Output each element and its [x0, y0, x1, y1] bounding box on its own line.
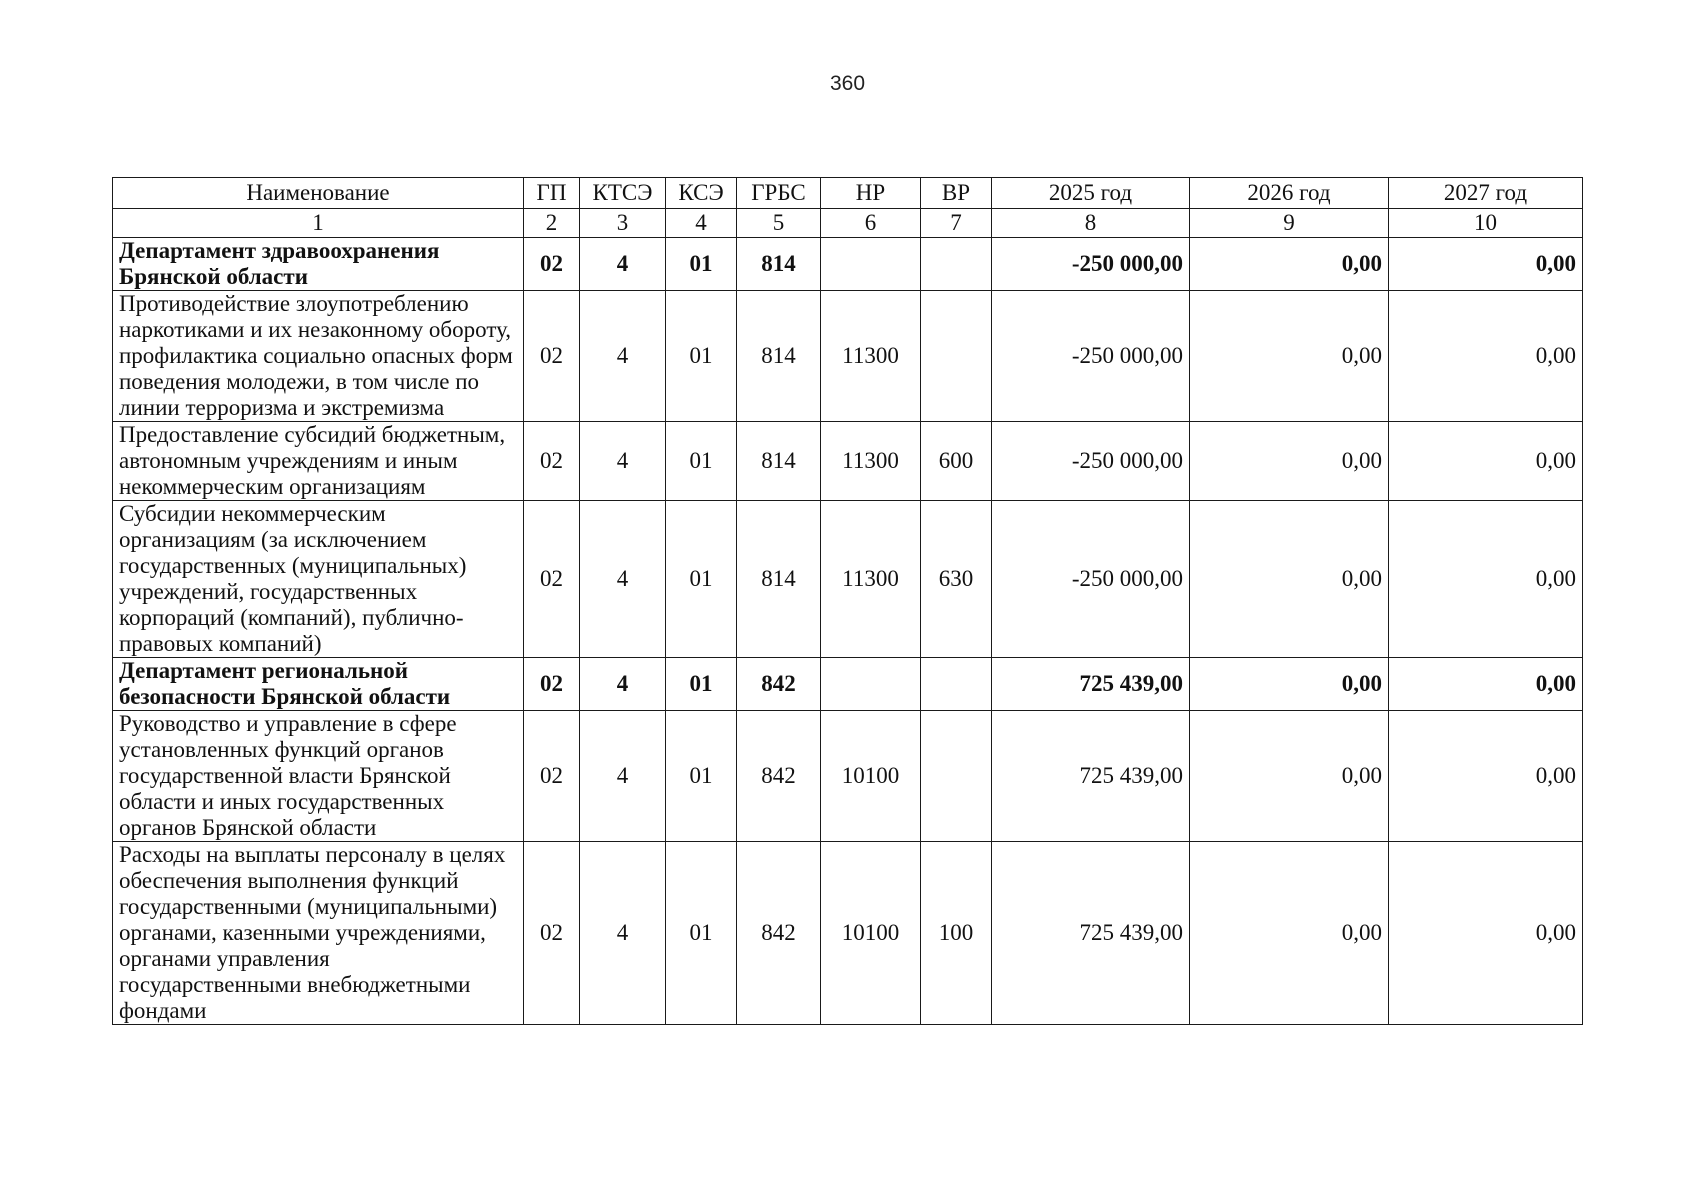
table-row — [113, 842, 1583, 1025]
grbs-cell: 814 — [737, 501, 821, 658]
gp-cell: 02 — [524, 291, 580, 422]
row-name: Предоставление субсидий бюджетным, автономным учреждениям и иным некоммерческим организациям — [113, 422, 524, 501]
kse-cell: 01 — [666, 501, 737, 658]
amount-2026-cell: 0,00 — [1190, 842, 1389, 1025]
ktse-cell: 4 — [580, 711, 666, 842]
nr-cell: 10100 — [821, 842, 921, 1025]
vr-cell — [921, 238, 992, 291]
gp-cell: 02 — [524, 658, 580, 711]
vr-cell — [921, 291, 992, 422]
amount-2027-cell: 0,00 — [1389, 422, 1583, 501]
gp-cell: 02 — [524, 842, 580, 1025]
amount-2027-cell: 0,00 — [1389, 711, 1583, 842]
nr-cell: 10100 — [821, 711, 921, 842]
gp-cell: 02 — [524, 422, 580, 501]
header-cell: ГП — [524, 178, 580, 209]
header-cell: 2025 год — [992, 178, 1190, 209]
grbs-cell: 842 — [737, 842, 821, 1025]
amount-2027-cell: 0,00 — [1389, 842, 1583, 1025]
column-number-cell: 2 — [524, 209, 580, 238]
ktse-cell: 4 — [580, 658, 666, 711]
column-number-cell: 3 — [580, 209, 666, 238]
amount-2027-cell: 0,00 — [1389, 238, 1583, 291]
amount-2025-cell: 725 439,00 — [992, 842, 1190, 1025]
kse-cell: 01 — [666, 711, 737, 842]
column-number-cell: 6 — [821, 209, 921, 238]
table-row — [113, 422, 1583, 501]
gp-cell: 02 — [524, 501, 580, 658]
vr-cell: 600 — [921, 422, 992, 501]
amount-2026-cell: 0,00 — [1190, 711, 1389, 842]
grbs-cell: 842 — [737, 658, 821, 711]
row-name: Руководство и управление в сфере установленных функций органов государственной власти Брянской области и иных государственных органов Брянской области — [113, 711, 524, 842]
amount-2027-cell: 0,00 — [1389, 658, 1583, 711]
vr-cell: 100 — [921, 842, 992, 1025]
grbs-cell: 814 — [737, 422, 821, 501]
gp-cell: 02 — [524, 711, 580, 842]
column-number-cell: 9 — [1190, 209, 1389, 238]
amount-2027-cell: 0,00 — [1389, 501, 1583, 658]
kse-cell: 01 — [666, 291, 737, 422]
amount-2025-cell: -250 000,00 — [992, 238, 1190, 291]
table-row — [113, 711, 1583, 842]
grbs-cell: 814 — [737, 238, 821, 291]
table-row — [113, 291, 1583, 422]
header-cell: 2027 год — [1389, 178, 1583, 209]
ktse-cell: 4 — [580, 422, 666, 501]
amount-2026-cell: 0,00 — [1190, 658, 1389, 711]
row-name: Департамент региональной безопасности Брянской области — [113, 658, 524, 711]
ktse-cell: 4 — [580, 291, 666, 422]
nr-cell: 11300 — [821, 291, 921, 422]
table-row — [113, 501, 1583, 658]
amount-2025-cell: -250 000,00 — [992, 501, 1190, 658]
nr-cell: 11300 — [821, 501, 921, 658]
grbs-cell: 814 — [737, 291, 821, 422]
amount-2026-cell: 0,00 — [1190, 422, 1389, 501]
header-cell: 2026 год — [1190, 178, 1389, 209]
table-row — [113, 238, 1583, 291]
amount-2025-cell: 725 439,00 — [992, 658, 1190, 711]
amount-2025-cell: 725 439,00 — [992, 711, 1190, 842]
budget-table — [112, 177, 1583, 1025]
column-number-cell: 10 — [1389, 209, 1583, 238]
nr-cell: 11300 — [821, 422, 921, 501]
gp-cell: 02 — [524, 238, 580, 291]
row-name: Департамент здравоохранения Брянской области — [113, 238, 524, 291]
header-cell: Наименование — [113, 178, 524, 209]
header-cell: ВР — [921, 178, 992, 209]
column-number-cell: 4 — [666, 209, 737, 238]
kse-cell: 01 — [666, 238, 737, 291]
amount-2026-cell: 0,00 — [1190, 291, 1389, 422]
amount-2027-cell: 0,00 — [1389, 291, 1583, 422]
grbs-cell: 842 — [737, 711, 821, 842]
amount-2026-cell: 0,00 — [1190, 501, 1389, 658]
vr-cell — [921, 711, 992, 842]
kse-cell: 01 — [666, 658, 737, 711]
row-name: Субсидии некоммерческим организациям (за исключением государственных (муниципальных) учреждений, государственных корпораций (компаний), публично-правовых компаний) — [113, 501, 524, 658]
header-cell: КСЭ — [666, 178, 737, 209]
page-number: 360 — [829, 72, 866, 95]
header-cell: НР — [821, 178, 921, 209]
column-number-cell: 5 — [737, 209, 821, 238]
row-name: Расходы на выплаты персоналу в целях обеспечения выполнения функций государственными (муниципальными) органами, казенными учреждениями, органами управления государственными внебюджетными фондами — [113, 842, 524, 1025]
ktse-cell: 4 — [580, 842, 666, 1025]
table-header — [113, 178, 1583, 238]
table-row — [113, 658, 1583, 711]
column-number-cell: 7 — [921, 209, 992, 238]
kse-cell: 01 — [666, 842, 737, 1025]
header-cell: ГРБС — [737, 178, 821, 209]
amount-2025-cell: -250 000,00 — [992, 291, 1190, 422]
amount-2026-cell: 0,00 — [1190, 238, 1389, 291]
kse-cell: 01 — [666, 422, 737, 501]
vr-cell — [921, 658, 992, 711]
ktse-cell: 4 — [580, 238, 666, 291]
nr-cell — [821, 238, 921, 291]
row-name: Противодействие злоупотреблению наркотиками и их незаконному обороту, профилактика социально опасных форм поведения молодежи, в том числе по линии терроризма и экстремизма — [113, 291, 524, 422]
header-cell: КТСЭ — [580, 178, 666, 209]
ktse-cell: 4 — [580, 501, 666, 658]
amount-2025-cell: -250 000,00 — [992, 422, 1190, 501]
column-number-cell: 1 — [113, 209, 524, 238]
column-number-cell: 8 — [992, 209, 1190, 238]
vr-cell: 630 — [921, 501, 992, 658]
nr-cell — [821, 658, 921, 711]
